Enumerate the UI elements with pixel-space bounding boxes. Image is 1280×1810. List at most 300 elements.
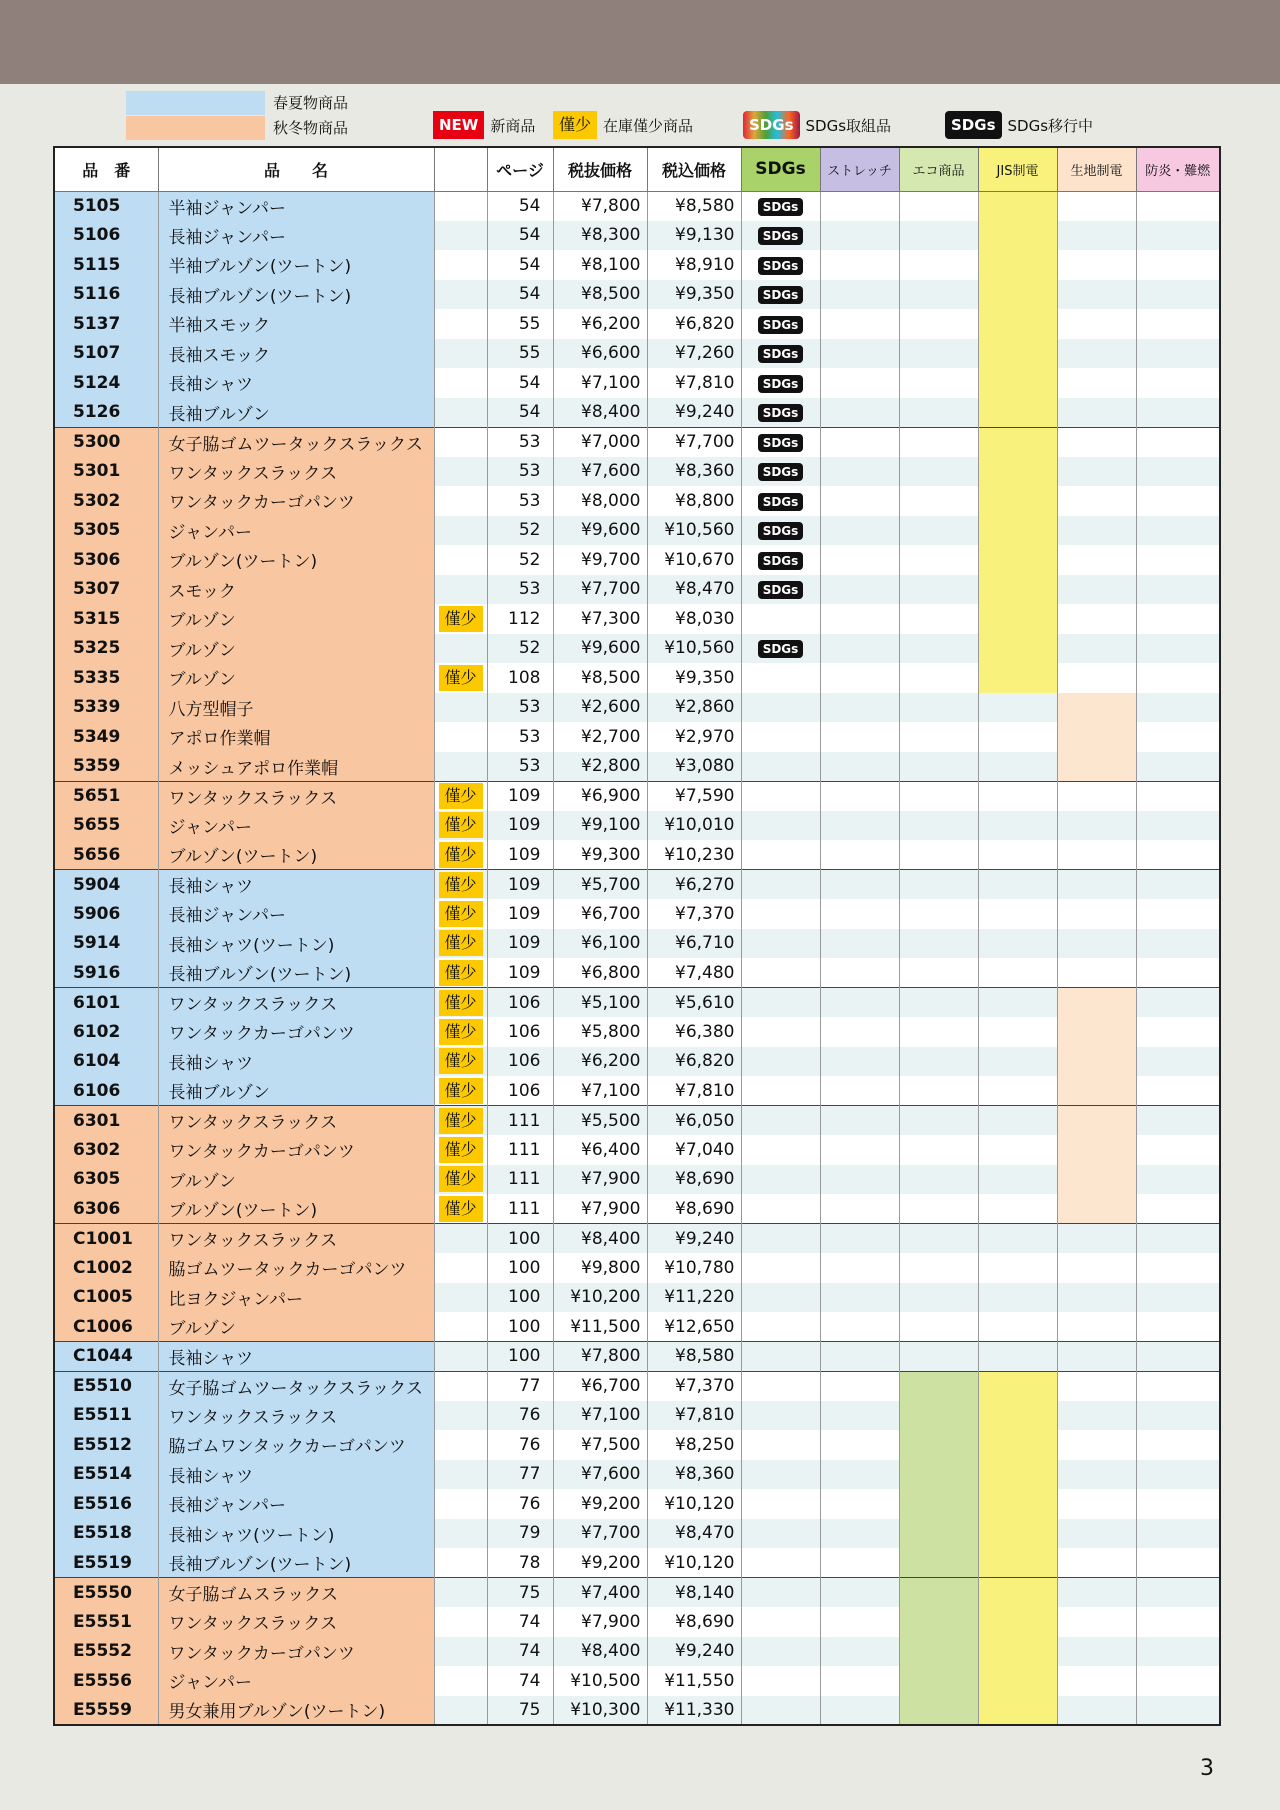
catalog-page: 54 (487, 368, 553, 398)
catalog-page: 109 (487, 929, 553, 959)
sdgs-cell (741, 486, 820, 516)
eco-cell (899, 781, 978, 811)
flame-retardant-cell (1136, 1607, 1220, 1637)
sdgs-cell (741, 339, 820, 369)
stretch-cell (820, 250, 899, 280)
catalog-page: 76 (487, 1489, 553, 1519)
jis-cell (978, 221, 1057, 251)
sdgs-cell (741, 1489, 820, 1519)
table-row (54, 1371, 1220, 1401)
low-stock-cell (434, 457, 487, 487)
price-ex-tax: ¥9,300 (553, 840, 647, 870)
sdgs-color-badge: SDGs (743, 111, 800, 139)
product-name: 八方型帽子 (158, 693, 434, 723)
stretch-cell (820, 752, 899, 782)
low-stock-cell (434, 1548, 487, 1578)
sdgs-cell (741, 1165, 820, 1195)
flame-retardant-cell (1136, 545, 1220, 575)
price-ex-tax: ¥6,400 (553, 1135, 647, 1165)
table-row (54, 575, 1220, 605)
table-row (54, 191, 1220, 221)
price-in-tax: ¥9,240 (647, 1637, 741, 1667)
eco-cell (899, 1283, 978, 1313)
price-in-tax: ¥7,590 (647, 781, 741, 811)
flame-retardant-cell (1136, 929, 1220, 959)
flame-retardant-cell (1136, 250, 1220, 280)
low-stock-cell (434, 1017, 487, 1047)
table-row (54, 516, 1220, 546)
eco-cell (899, 339, 978, 369)
price-in-tax: ¥6,710 (647, 929, 741, 959)
sdgs-cell (741, 752, 820, 782)
flame-retardant-cell (1136, 1430, 1220, 1460)
product-name: 脇ゴムツータックカーゴパンツ (158, 1253, 434, 1283)
fabric-antistatic-cell (1057, 221, 1136, 251)
header-jis: JIS制電 (978, 147, 1057, 191)
eco-cell (899, 1607, 978, 1637)
eco-cell (899, 191, 978, 221)
product-code: C1005 (54, 1283, 158, 1313)
sdgs-cell (741, 1312, 820, 1342)
product-name: 男女兼用ブルゾン(ツートン) (158, 1696, 434, 1726)
jis-cell (978, 604, 1057, 634)
flame-retardant-cell (1136, 1017, 1220, 1047)
fabric-antistatic-cell (1057, 1460, 1136, 1490)
flame-retardant-cell (1136, 486, 1220, 516)
price-ex-tax: ¥9,200 (553, 1489, 647, 1519)
price-in-tax: ¥9,240 (647, 398, 741, 428)
stretch-cell (820, 1106, 899, 1136)
product-code: 6104 (54, 1047, 158, 1077)
eco-cell (899, 1489, 978, 1519)
flame-retardant-cell (1136, 840, 1220, 870)
table-row (54, 221, 1220, 251)
stretch-cell (820, 840, 899, 870)
fabric-antistatic-cell (1057, 191, 1136, 221)
eco-cell (899, 1548, 978, 1578)
legend-autumn-winter-swatch (126, 116, 265, 140)
sdgs-cell (741, 929, 820, 959)
price-in-tax: ¥7,810 (647, 1401, 741, 1431)
product-name: ワンタックスラックス (158, 1607, 434, 1637)
sdgs-transition-mark: SDGs (758, 522, 804, 540)
price-ex-tax: ¥10,500 (553, 1666, 647, 1696)
price-ex-tax: ¥6,100 (553, 929, 647, 959)
low-stock-cell (434, 988, 487, 1018)
header-eco: エコ商品 (899, 147, 978, 191)
price-in-tax: ¥8,360 (647, 1460, 741, 1490)
low-stock-cell (434, 1401, 487, 1431)
sdgs-cell (741, 1194, 820, 1224)
low-stock-cell (434, 634, 487, 664)
fabric-antistatic-cell (1057, 811, 1136, 841)
table-row (54, 899, 1220, 929)
eco-cell (899, 1371, 978, 1401)
low-stock-badge: 僅少 (439, 1019, 483, 1045)
flame-retardant-cell (1136, 1224, 1220, 1254)
catalog-page: 109 (487, 781, 553, 811)
flame-retardant-cell (1136, 1253, 1220, 1283)
table-row (54, 1342, 1220, 1372)
stretch-cell (820, 309, 899, 339)
flame-retardant-cell (1136, 309, 1220, 339)
product-name: 女子脇ゴムスラックス (158, 1578, 434, 1608)
product-code: C1044 (54, 1342, 158, 1372)
product-name: ブルゾン (158, 634, 434, 664)
legend-spring-summer-swatch (126, 91, 265, 115)
fabric-antistatic-cell (1057, 840, 1136, 870)
stretch-cell (820, 1460, 899, 1490)
product-code: 5325 (54, 634, 158, 664)
catalog-page: 112 (487, 604, 553, 634)
product-name: ブルゾン (158, 604, 434, 634)
table-row (54, 1578, 1220, 1608)
product-code: 5302 (54, 486, 158, 516)
fabric-antistatic-cell (1057, 1017, 1136, 1047)
product-code: E5512 (54, 1430, 158, 1460)
table-row (54, 339, 1220, 369)
price-ex-tax: ¥5,700 (553, 870, 647, 900)
stretch-cell (820, 1312, 899, 1342)
flame-retardant-cell (1136, 1489, 1220, 1519)
flame-retardant-cell (1136, 663, 1220, 693)
eco-cell (899, 280, 978, 310)
product-price-table (53, 146, 1221, 1726)
stretch-cell (820, 1489, 899, 1519)
catalog-page: 76 (487, 1401, 553, 1431)
jis-cell (978, 1342, 1057, 1372)
sdgs-cell (741, 1460, 820, 1490)
legend-sdgs-transition-label: SDGs移行中 (1007, 116, 1094, 135)
product-name: 長袖ブルゾン(ツートン) (158, 1548, 434, 1578)
flame-retardant-cell (1136, 604, 1220, 634)
table-row (54, 1194, 1220, 1224)
stretch-cell (820, 1371, 899, 1401)
legend-spring-summer-label: 春夏物商品 (273, 94, 349, 112)
flame-retardant-cell (1136, 1696, 1220, 1726)
stretch-cell (820, 1666, 899, 1696)
eco-cell (899, 1460, 978, 1490)
sdgs-cell (741, 1076, 820, 1106)
product-name: ブルゾン (158, 663, 434, 693)
price-in-tax: ¥8,030 (647, 604, 741, 634)
fabric-antistatic-cell (1057, 693, 1136, 723)
jis-cell (978, 870, 1057, 900)
price-in-tax: ¥12,650 (647, 1312, 741, 1342)
jis-cell (978, 1047, 1057, 1077)
product-code: 5137 (54, 309, 158, 339)
price-ex-tax: ¥7,700 (553, 1519, 647, 1549)
catalog-page: 55 (487, 339, 553, 369)
fabric-antistatic-cell (1057, 427, 1136, 457)
sdgs-transition-mark: SDGs (758, 581, 804, 599)
low-stock-cell (434, 516, 487, 546)
sdgs-cell (741, 840, 820, 870)
sdgs-cell (741, 1578, 820, 1608)
eco-cell (899, 958, 978, 988)
stretch-cell (820, 870, 899, 900)
sdgs-cell (741, 1283, 820, 1313)
sdgs-transition-mark: SDGs (758, 316, 804, 334)
price-ex-tax: ¥6,700 (553, 899, 647, 929)
table-row (54, 840, 1220, 870)
low-stock-cell (434, 1460, 487, 1490)
jis-cell (978, 309, 1057, 339)
product-code: 5105 (54, 191, 158, 221)
sdgs-transition-mark: SDGs (758, 552, 804, 570)
fabric-antistatic-cell (1057, 1578, 1136, 1608)
sdgs-cell (741, 545, 820, 575)
product-name: 長袖シャツ (158, 1342, 434, 1372)
product-name: ワンタックスラックス (158, 457, 434, 487)
price-in-tax: ¥6,380 (647, 1017, 741, 1047)
stretch-cell (820, 811, 899, 841)
table-row (54, 958, 1220, 988)
sdgs-cell (741, 457, 820, 487)
jis-cell (978, 1253, 1057, 1283)
stretch-cell (820, 988, 899, 1018)
jis-cell (978, 280, 1057, 310)
sdgs-cell (741, 1371, 820, 1401)
jis-cell (978, 545, 1057, 575)
legend-autumn-winter-label: 秋冬物商品 (273, 119, 349, 137)
product-name: 長袖ブルゾン (158, 398, 434, 428)
product-code: 5359 (54, 752, 158, 782)
sdgs-cell (741, 280, 820, 310)
sdgs-cell (741, 1519, 820, 1549)
table-row (54, 1135, 1220, 1165)
catalog-page: 111 (487, 1135, 553, 1165)
table-header-row (54, 147, 1220, 191)
sdgs-cell (741, 811, 820, 841)
product-name: ワンタックスラックス (158, 1106, 434, 1136)
fabric-antistatic-cell (1057, 1135, 1136, 1165)
catalog-page: 106 (487, 1017, 553, 1047)
stretch-cell (820, 958, 899, 988)
flame-retardant-cell (1136, 722, 1220, 752)
fabric-antistatic-cell (1057, 339, 1136, 369)
product-code: 5656 (54, 840, 158, 870)
sdgs-cell (741, 1047, 820, 1077)
sdgs-cell (741, 575, 820, 605)
catalog-page: 77 (487, 1371, 553, 1401)
price-ex-tax: ¥7,900 (553, 1194, 647, 1224)
low-stock-badge: 僅少 (439, 606, 483, 632)
jis-cell (978, 1696, 1057, 1726)
product-code: 5651 (54, 781, 158, 811)
eco-cell (899, 1312, 978, 1342)
table-row (54, 398, 1220, 428)
sdgs-cell (741, 309, 820, 339)
low-stock-cell (434, 427, 487, 457)
low-stock-cell (434, 1666, 487, 1696)
product-code: 6305 (54, 1165, 158, 1195)
fabric-antistatic-cell (1057, 250, 1136, 280)
table-row (54, 1489, 1220, 1519)
low-stock-badge: 僅少 (439, 783, 483, 809)
low-stock-badge: 僅少 (439, 960, 483, 986)
price-in-tax: ¥2,970 (647, 722, 741, 752)
fabric-antistatic-cell (1057, 1489, 1136, 1519)
product-name: スモック (158, 575, 434, 605)
fabric-antistatic-cell (1057, 1637, 1136, 1667)
table-row (54, 870, 1220, 900)
stretch-cell (820, 427, 899, 457)
eco-cell (899, 752, 978, 782)
fabric-antistatic-cell (1057, 1076, 1136, 1106)
jis-cell (978, 1224, 1057, 1254)
fabric-antistatic-cell (1057, 1165, 1136, 1195)
product-code: 6302 (54, 1135, 158, 1165)
jis-cell (978, 899, 1057, 929)
product-code: 5914 (54, 929, 158, 959)
product-name: 長袖ジャンパー (158, 1489, 434, 1519)
jis-cell (978, 988, 1057, 1018)
product-name: 長袖ブルゾン(ツートン) (158, 280, 434, 310)
sdgs-cell (741, 722, 820, 752)
catalog-page: 52 (487, 516, 553, 546)
product-code: 6306 (54, 1194, 158, 1224)
catalog-page: 54 (487, 398, 553, 428)
eco-cell (899, 1637, 978, 1667)
price-in-tax: ¥8,910 (647, 250, 741, 280)
jis-cell (978, 1312, 1057, 1342)
product-name: 長袖ブルゾン(ツートン) (158, 958, 434, 988)
jis-cell (978, 1489, 1057, 1519)
eco-cell (899, 1135, 978, 1165)
table-row (54, 427, 1220, 457)
price-in-tax: ¥7,040 (647, 1135, 741, 1165)
low-stock-cell (434, 604, 487, 634)
low-stock-cell (434, 1283, 487, 1313)
product-name: 半袖ブルゾン(ツートン) (158, 250, 434, 280)
header-stretch: ストレッチ (820, 147, 899, 191)
catalog-page: 106 (487, 1076, 553, 1106)
low-stock-cell (434, 1224, 487, 1254)
eco-cell (899, 575, 978, 605)
eco-cell (899, 250, 978, 280)
fabric-antistatic-cell (1057, 1224, 1136, 1254)
product-name: ブルゾン (158, 1165, 434, 1195)
flame-retardant-cell (1136, 427, 1220, 457)
flame-retardant-cell (1136, 899, 1220, 929)
flame-retardant-cell (1136, 781, 1220, 811)
catalog-page: 54 (487, 280, 553, 310)
table-row (54, 1519, 1220, 1549)
eco-cell (899, 634, 978, 664)
fabric-antistatic-cell (1057, 899, 1136, 929)
legend-low-stock-label: 在庫僅少商品 (603, 116, 694, 135)
eco-cell (899, 1194, 978, 1224)
catalog-page: 53 (487, 427, 553, 457)
product-code: 5300 (54, 427, 158, 457)
table-row (54, 250, 1220, 280)
catalog-page: 53 (487, 457, 553, 487)
low-stock-badge: 僅少 (439, 1196, 483, 1222)
low-stock-badge: 僅少 (439, 812, 483, 838)
new-badge: NEW (433, 111, 484, 139)
table-row (54, 722, 1220, 752)
low-stock-cell (434, 1253, 487, 1283)
eco-cell (899, 1253, 978, 1283)
jis-cell (978, 840, 1057, 870)
product-code: 5349 (54, 722, 158, 752)
fabric-antistatic-cell (1057, 1106, 1136, 1136)
low-stock-cell (434, 722, 487, 752)
stretch-cell (820, 1253, 899, 1283)
catalog-page: 53 (487, 575, 553, 605)
flame-retardant-cell (1136, 958, 1220, 988)
price-ex-tax: ¥8,500 (553, 663, 647, 693)
stretch-cell (820, 634, 899, 664)
fabric-antistatic-cell (1057, 781, 1136, 811)
fabric-antistatic-cell (1057, 1342, 1136, 1372)
catalog-page: 76 (487, 1430, 553, 1460)
fabric-antistatic-cell (1057, 663, 1136, 693)
price-in-tax: ¥8,250 (647, 1430, 741, 1460)
jis-cell (978, 663, 1057, 693)
fabric-antistatic-cell (1057, 516, 1136, 546)
price-in-tax: ¥8,580 (647, 1342, 741, 1372)
product-code: C1002 (54, 1253, 158, 1283)
catalog-page: 55 (487, 309, 553, 339)
header-tag (434, 147, 487, 191)
price-ex-tax: ¥7,800 (553, 1342, 647, 1372)
catalog-page: 109 (487, 840, 553, 870)
price-ex-tax: ¥9,600 (553, 516, 647, 546)
jis-cell (978, 811, 1057, 841)
sdgs-cell (741, 1607, 820, 1637)
price-in-tax: ¥10,230 (647, 840, 741, 870)
price-ex-tax: ¥7,700 (553, 575, 647, 605)
jis-cell (978, 693, 1057, 723)
product-code: 5916 (54, 958, 158, 988)
price-ex-tax: ¥6,900 (553, 781, 647, 811)
table-row (54, 309, 1220, 339)
price-ex-tax: ¥2,600 (553, 693, 647, 723)
sdgs-cell (741, 191, 820, 221)
flame-retardant-cell (1136, 191, 1220, 221)
sdgs-cell (741, 516, 820, 546)
catalog-page: 100 (487, 1312, 553, 1342)
price-in-tax: ¥11,220 (647, 1283, 741, 1313)
fabric-antistatic-cell (1057, 988, 1136, 1018)
catalog-page: 100 (487, 1342, 553, 1372)
jis-cell (978, 1607, 1057, 1637)
jis-cell (978, 1401, 1057, 1431)
catalog-page: 111 (487, 1165, 553, 1195)
sdgs-cell (741, 250, 820, 280)
low-stock-cell (434, 280, 487, 310)
low-stock-cell (434, 929, 487, 959)
sdgs-cell (741, 958, 820, 988)
jis-cell (978, 1283, 1057, 1313)
price-in-tax: ¥10,120 (647, 1489, 741, 1519)
flame-retardant-cell (1136, 221, 1220, 251)
product-code: 6102 (54, 1017, 158, 1047)
product-code: E5510 (54, 1371, 158, 1401)
price-in-tax: ¥8,690 (647, 1194, 741, 1224)
legend-low-stock (553, 111, 693, 139)
catalog-page: 53 (487, 693, 553, 723)
sdgs-cell (741, 693, 820, 723)
price-in-tax: ¥7,810 (647, 1076, 741, 1106)
flame-retardant-cell (1136, 1342, 1220, 1372)
price-ex-tax: ¥6,200 (553, 1047, 647, 1077)
stretch-cell (820, 398, 899, 428)
price-ex-tax: ¥7,800 (553, 191, 647, 221)
product-name: ワンタックカーゴパンツ (158, 1135, 434, 1165)
